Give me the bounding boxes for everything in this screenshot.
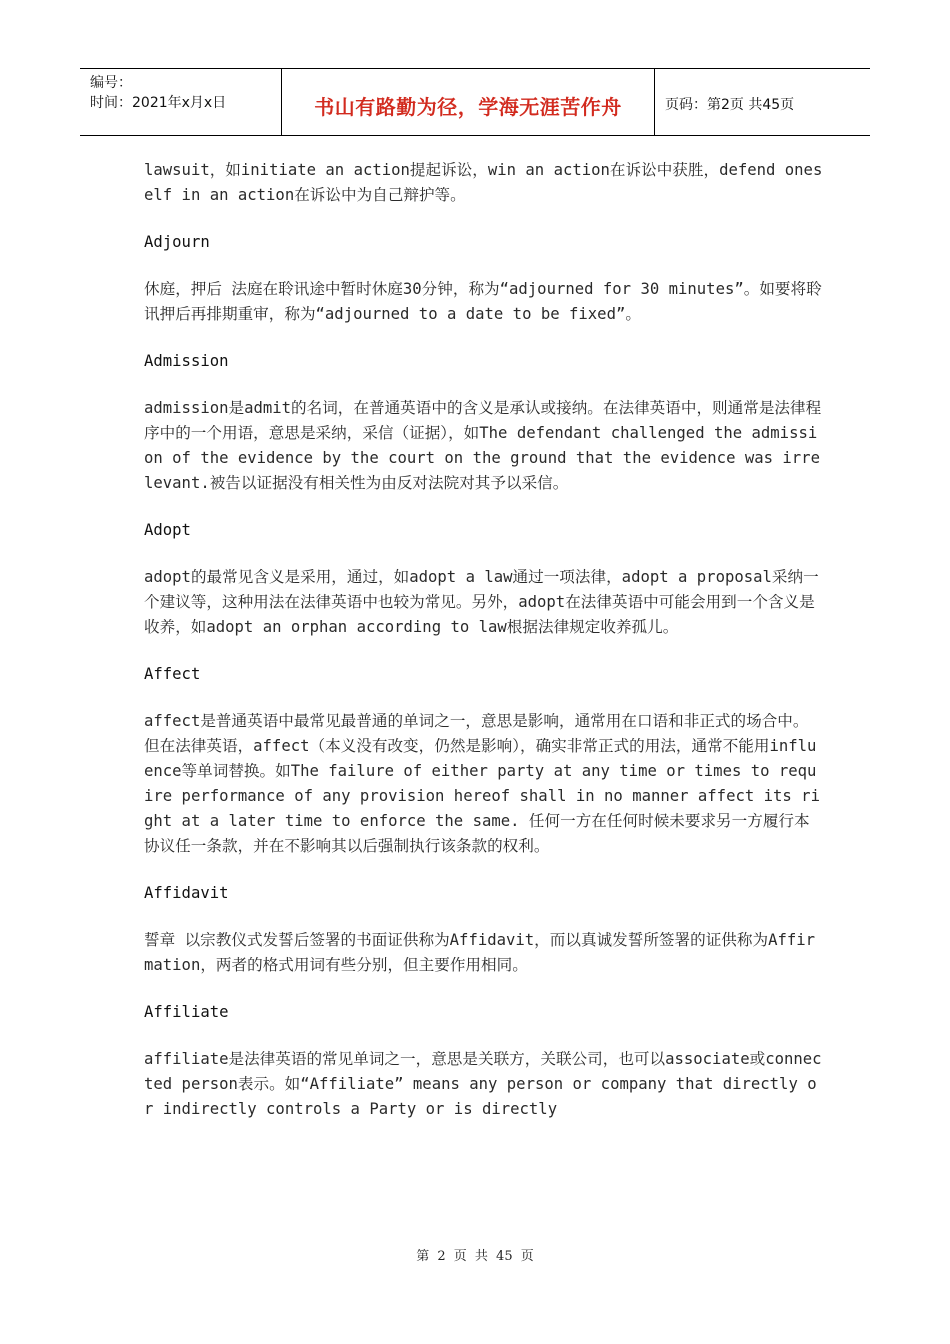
term-heading: Affiliate	[144, 1003, 229, 1021]
doc-number-label: 编号：	[90, 75, 132, 91]
term-definition: adopt的最常见含义是采用，通过，如adopt a law通过一项法律，adopt a proposal采纳一个建议等，这种用法在法律英语中也较为常见。另外，adopt在法律英语中可能会用到一个含义是收养，如adopt an orphan according to law根据法律规定收养孤儿。	[144, 568, 819, 636]
term-definition: affiliate是法律英语的常见单词之一，意思是关联方，关联公司，也可以associate或connected person表示。如“Affiliate” means any person or company that directly or indirectly controls a Party or is directly	[144, 1050, 822, 1118]
term-heading: Adopt	[144, 521, 191, 539]
header-meta	[80, 69, 282, 135]
term-definition: affect是普通英语中最常见最普通的单词之一，意思是影响，通常用在口语和非正式的场合中。但在法律英语，affect（本义没有改变，仍然是影响），确实非常正式的用法，通常不能用influence等单词替换。如The failure of either party at any time or times to require performance of any provision hereof shall in no manner affect its right at a later time to enforce the same. 任何一方在任何时候未要求另一方履行本协议任一条款，并在不影响其以后强制执行该条款的权利。	[144, 712, 820, 855]
term-definition: 誓章 以宗教仪式发誓后签署的书面证供称为Affidavit，而以真诚发誓所签署的证供称为Affirmation，两者的格式用词有些分别，但主要作用相同。	[144, 931, 816, 974]
term-heading: Admission	[144, 352, 229, 370]
footer-page-number: 第 2 页 共 45 页	[416, 1249, 534, 1264]
page-header	[80, 68, 870, 136]
header-page-info: 页码：第2页 共45页	[665, 97, 795, 113]
intro-paragraph: lawsuit，如initiate an action提起诉讼，win an action在诉讼中获胜，defend oneself in an action在诉讼中为自己辩护等。	[144, 161, 823, 204]
page-footer	[0, 1245, 950, 1264]
term-heading: Affidavit	[144, 884, 229, 902]
term-definition: admission是admit的名词，在普通英语中的含义是承认或接纳。在法律英语中，则通常是法律程序中的一个用语，意思是采纳，采信（证据），如The defendant challenged the admission of the evidence by the court on the ground that the evidence was irrelevant.被告以证据没有相关性为由反对法院对其予以采信。	[144, 399, 822, 492]
header-motto: 书山有路勤为径，学海无涯苦作舟	[314, 94, 622, 119]
term-heading: Adjourn	[144, 233, 210, 251]
header-page-info-cell	[655, 69, 870, 135]
term-heading: Affect	[144, 665, 201, 683]
header-motto-cell	[282, 69, 655, 135]
document-body	[144, 158, 824, 1122]
term-definition: 休庭，押后 法庭在聆讯途中暂时休庭30分钟，称为“adjourned for 30 minutes”。如要将聆讯押后再排期重审，称为“adjourned to a date to be fixed”。	[144, 280, 822, 323]
time-label: 时间：2021年x月x日	[90, 95, 227, 111]
